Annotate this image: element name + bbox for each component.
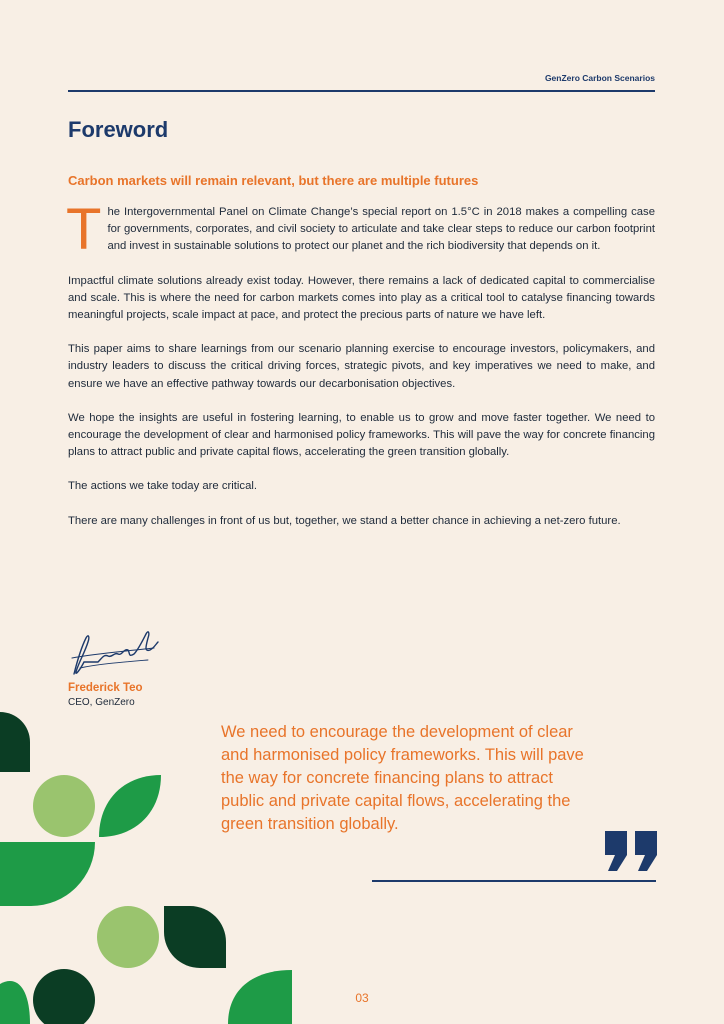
signer-name: Frederick Teo: [68, 682, 143, 694]
foreword-body: [66, 197, 655, 547]
paragraph-1: [66, 197, 655, 262]
paragraph-4: We hope the insights are useful in fostering learning, to enable us to grow and move faster together. We need to encourage the development of clear and harmonised policy frameworks. This will pave the way for concrete financing plans to attract public and private capital flows, accelerating the green transition globally.: [68, 411, 655, 459]
pull-quote: We need to encourage the development of clear and harmonised policy frameworks. This will pave the way for concrete financing plans to attract public and private capital flows, accelerating the green transition globally.: [221, 723, 584, 833]
section-subtitle: Carbon markets will remain relevant, but there are multiple futures: [68, 173, 479, 188]
running-header: GenZero Carbon Scenarios: [544, 73, 655, 83]
signature-image: [68, 618, 160, 680]
leaf-shape: [97, 906, 159, 968]
leaf-shape: [99, 775, 161, 837]
leaf-shape: [0, 712, 30, 772]
closing-quote-icon: [603, 831, 659, 871]
paragraph-2: Impactful climate solutions already exist today. However, there remains a lack of dedicated capital to commercialise and scale. This is where the need for carbon markets comes into play as a critical tool to catalyse financing towards meaningful projects, scale impact at pace, and protect the precious parts of nature we have left.: [68, 274, 655, 322]
leaf-decoration: [0, 700, 300, 1024]
paragraph-1-text: he Intergovernmental Panel on Climate Change’s special report on 1.5°C in 2018 makes a compelling case for governments, corporates, and civil society to articulate and take clear steps to reduce our carbon footprint and invest in sustainable solutions to protect our planet and the rich biodiversity that depends on it.: [107, 206, 655, 253]
header-divider: [68, 90, 655, 92]
paragraph-3: This paper aims to share learnings from our scenario planning exercise to encourage investors, policymakers, and industry leaders to discuss the critical driving forces, strategic pivots, and key imperatives we need to make, and ensure we have an effective pathway towards our decarbonisation objectives.: [68, 343, 655, 390]
paragraph-6: There are many challenges in front of us but, together, we stand a better chance in achieving a net-zero future.: [68, 514, 621, 527]
leaf-shape: [164, 906, 226, 968]
leaf-shape: [0, 842, 95, 906]
page-number: 03: [355, 991, 369, 1005]
drop-cap: T: [66, 197, 102, 262]
page-title: Foreword: [68, 117, 169, 142]
quote-divider: [372, 880, 656, 882]
paragraph-5: The actions we take today are critical.: [68, 480, 257, 493]
signer-role: CEO, GenZero: [68, 697, 135, 708]
leaf-shape: [33, 775, 95, 837]
